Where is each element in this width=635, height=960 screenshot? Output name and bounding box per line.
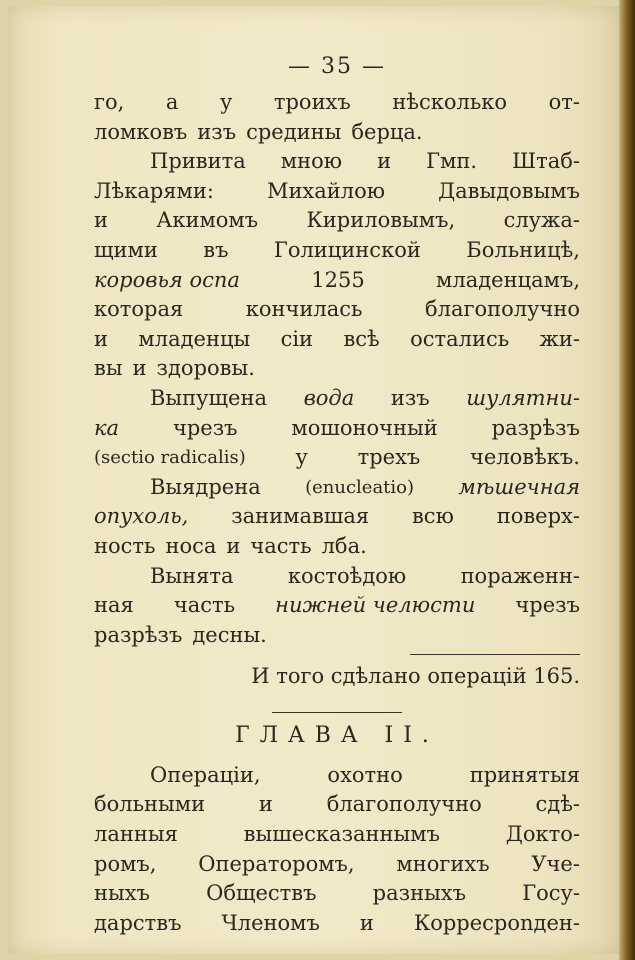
text-line — [94, 562, 580, 592]
text-line — [94, 621, 580, 651]
word: часть — [173, 593, 236, 618]
total-line — [94, 662, 580, 692]
word: разныхъ — [372, 881, 467, 906]
italic-term: вода — [303, 385, 355, 410]
word: ломковъ — [94, 119, 188, 144]
word: Кириловымъ, — [306, 208, 456, 233]
text-line — [94, 177, 580, 207]
word: средины — [246, 119, 342, 144]
word: лба. — [321, 533, 367, 558]
divider — [410, 654, 580, 655]
text-line — [94, 118, 580, 148]
text-line — [94, 443, 580, 473]
word: у — [219, 90, 233, 114]
italic-term: нижней челюсти — [275, 593, 476, 618]
word: чрезъ — [172, 415, 238, 440]
word: и — [94, 208, 108, 233]
word: Выпущена — [150, 385, 267, 410]
word: больными — [94, 792, 206, 817]
page-text-block — [94, 52, 580, 938]
word: и — [258, 792, 273, 817]
word: служа- — [503, 208, 580, 233]
word: многихъ — [396, 851, 490, 876]
word: и — [377, 149, 392, 174]
italic-term: мѣшечная — [458, 474, 580, 499]
book-page — [8, 6, 620, 954]
word: вышесказаннымъ — [243, 822, 440, 847]
word: а — [165, 90, 179, 114]
word: вы — [94, 356, 123, 381]
word: и — [94, 326, 108, 351]
word: Давыдовымъ — [438, 178, 580, 203]
word: го, — [94, 90, 125, 114]
text-line — [94, 502, 580, 532]
text-line — [94, 266, 580, 296]
text-line — [94, 790, 580, 820]
word: Голицинской — [273, 237, 421, 262]
word: въ — [203, 237, 229, 262]
word: Обществъ — [206, 881, 317, 906]
word: жи- — [539, 326, 580, 351]
italic-term: опухоль, — [94, 504, 189, 529]
word: и — [132, 356, 147, 381]
text-line — [94, 414, 580, 444]
page-number: — 35 — — [288, 54, 386, 79]
italic-term: шулятни- — [466, 385, 580, 410]
word: Операторомъ, — [198, 851, 355, 876]
word: которая — [94, 297, 184, 322]
word: Операціи, — [150, 762, 261, 787]
total-text: И того сдѣлано операцій 165. — [251, 664, 580, 689]
text-line — [94, 325, 580, 355]
text-line — [94, 820, 580, 850]
text-line — [94, 473, 580, 503]
word: благополучно — [326, 792, 482, 817]
word: ромъ, — [94, 851, 157, 876]
word: у — [295, 445, 308, 470]
word: Вынята — [150, 563, 234, 588]
word: от- — [548, 90, 580, 114]
word: остались — [410, 326, 510, 351]
word: мошоночный — [291, 415, 438, 440]
word: всѣ — [343, 326, 380, 351]
word: Гмп. — [426, 149, 478, 174]
text-line — [94, 850, 580, 880]
word: здоровы. — [156, 356, 255, 381]
word: Докто- — [505, 822, 580, 847]
word: Членомъ — [221, 910, 320, 935]
word: ность — [94, 533, 156, 558]
word: сіи — [280, 326, 314, 351]
text-line — [94, 879, 580, 909]
text-line — [94, 295, 580, 325]
text-line — [94, 761, 580, 791]
text-line — [94, 384, 580, 414]
word: нѣсколько — [392, 90, 508, 114]
word: Больницѣ, — [466, 237, 580, 262]
word: ная — [94, 593, 134, 618]
word: чрезъ — [515, 593, 580, 618]
word: Акимомъ — [156, 208, 259, 233]
word: поверх- — [496, 504, 580, 529]
word: благополучно — [424, 297, 580, 322]
word: пораженн- — [460, 563, 580, 588]
word: изъ — [197, 119, 237, 144]
text-line — [94, 909, 580, 939]
word: Привита — [150, 149, 246, 174]
book-spine-edge — [619, 0, 635, 960]
italic-term: коровья оспа — [94, 267, 240, 292]
word: Михайлою — [266, 178, 386, 203]
word: дарствъ — [94, 910, 182, 935]
word: Корресponден- — [413, 910, 580, 935]
word: Штаб- — [512, 149, 580, 174]
word: носа — [165, 533, 217, 558]
text-line — [94, 354, 580, 384]
word: разрѣзъ — [491, 415, 580, 440]
word: принятыя — [469, 762, 580, 787]
text-line — [94, 206, 580, 236]
text-line — [94, 591, 580, 621]
word: часть — [250, 533, 312, 558]
word: разрѣзъ — [94, 622, 183, 647]
chapter-title: ГЛАВА II. — [235, 722, 439, 748]
word: сдѣ- — [535, 792, 580, 817]
word: охотно — [327, 762, 403, 787]
latin-term: (enucleatio) — [305, 476, 415, 498]
chapter-divider — [272, 712, 402, 713]
word: человѣкъ. — [470, 445, 580, 470]
word: десны. — [192, 622, 267, 647]
word: Госу- — [522, 881, 580, 906]
word: младенцы — [138, 326, 251, 351]
word: и — [359, 910, 374, 935]
italic-term: ка — [94, 415, 120, 440]
word: всю — [411, 504, 454, 529]
word: Лѣкарями: — [94, 178, 214, 203]
text-line — [94, 147, 580, 177]
word: кончилась — [245, 297, 363, 322]
text-line — [94, 88, 580, 118]
word: и — [226, 533, 241, 558]
word: костоѣдою — [287, 563, 407, 588]
text-line — [94, 532, 580, 562]
word: трехъ — [357, 445, 421, 470]
latin-term: (sectio radicalis) — [94, 447, 246, 469]
word: Уче- — [531, 851, 580, 876]
text-line — [94, 236, 580, 266]
word: щими — [94, 237, 158, 262]
word: занимавшая — [231, 504, 370, 529]
word: младенцамъ, — [436, 267, 580, 292]
word: троихъ — [273, 90, 351, 114]
word: берца. — [351, 119, 423, 144]
word: изъ — [390, 385, 430, 410]
word: 1255 — [311, 267, 365, 292]
word: мною — [280, 149, 343, 174]
word: ланныя — [94, 822, 178, 847]
word: Выядрена — [150, 474, 261, 499]
word: ныхъ — [94, 881, 150, 906]
